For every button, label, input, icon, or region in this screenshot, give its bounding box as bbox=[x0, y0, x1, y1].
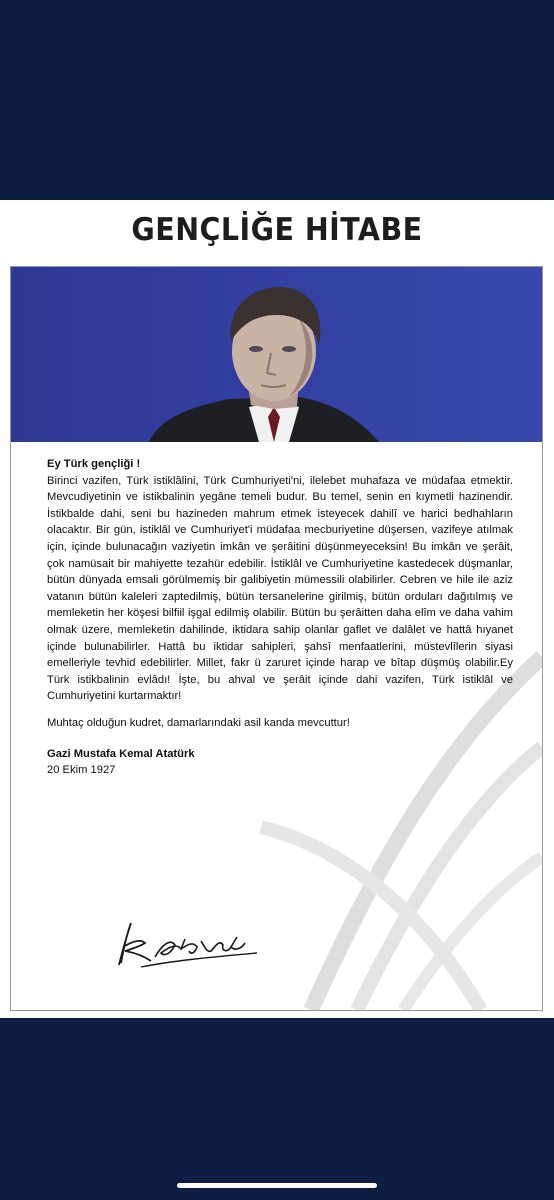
speech-body: Birinci vazifen, Türk istiklâlini, Türk Cumhuriyeti'ni, ilelebet muhafaza ve müdafaa etmektir. Mevcudiyetinin ve istikbalinin yegâne temeli budur. Bu temel, senin en kıymetli hazinendir. İstikbalde dahi, seni bu hazineden mahrum etmek isteyecek dahilî ve harici bedhahların olacaktır. Bir gün, istiklâl ve Cumhuriyet'i müdafaa mecburiyetine düşersen, vazifeye atılmak için, içinde bulunacağın vaziyetin imkân ve şerâitini düşünmeyeceksin! Bu imkân ve şerâit, çok namüsait bir mahiyette tezahür edebilir. İstiklâl ve Cumhuriyetine kastedecek düşmanlar, bütün dünyada emsali görülmemiş bir galibiyetin mümessili olabilirler. Cebren ve hile ile aziz vatanın bütün kaleleri zaptedilmiş, bütün tersanelerine girilmiş, bütün orduları dağıtılmış ve memleketin her köşesi bilfiil işgal edilmiş olabilir. Bütün bu şerâitten daha elîm ve daha vahim olmak üzere, memleketin dahilinde, iktidara sahip olanlar gaflet ve dalâlet ve hattâ hıyanet içinde bulunabilirler. Hattâ bu iktidar sahipleri, şahsî menfaatlerini, müstevlîlerin siyasi emelleriyle tevhid edebilirler. Millet, fakr ü zaruret içinde harap ve bîtap düşmüş olabilir.Ey Türk istikbalinin evlâdı! İşte, bu ahval ve şerâit içinde dahi vazifen, Türk istiklâl ve Cumhuriyetini kurtarmaktır! bbox=[47, 474, 513, 703]
speech-closing: Muhtaç olduğun kudret, damarlarındaki asil kanda mevcuttur! bbox=[47, 716, 350, 729]
speech-greeting: Ey Türk gençliği ! bbox=[47, 458, 141, 470]
author-name: Gazi Mustafa Kemal Atatürk bbox=[47, 747, 195, 760]
handwritten-signature-icon bbox=[111, 917, 261, 969]
document-title: GENÇLİĞE HİTABE bbox=[131, 212, 423, 248]
speech-text bbox=[47, 456, 513, 779]
speech-frame bbox=[10, 266, 543, 1011]
document-page bbox=[0, 200, 554, 1018]
speech-date: 20 Ekim 1927 bbox=[47, 764, 116, 777]
home-indicator[interactable] bbox=[177, 1183, 377, 1188]
